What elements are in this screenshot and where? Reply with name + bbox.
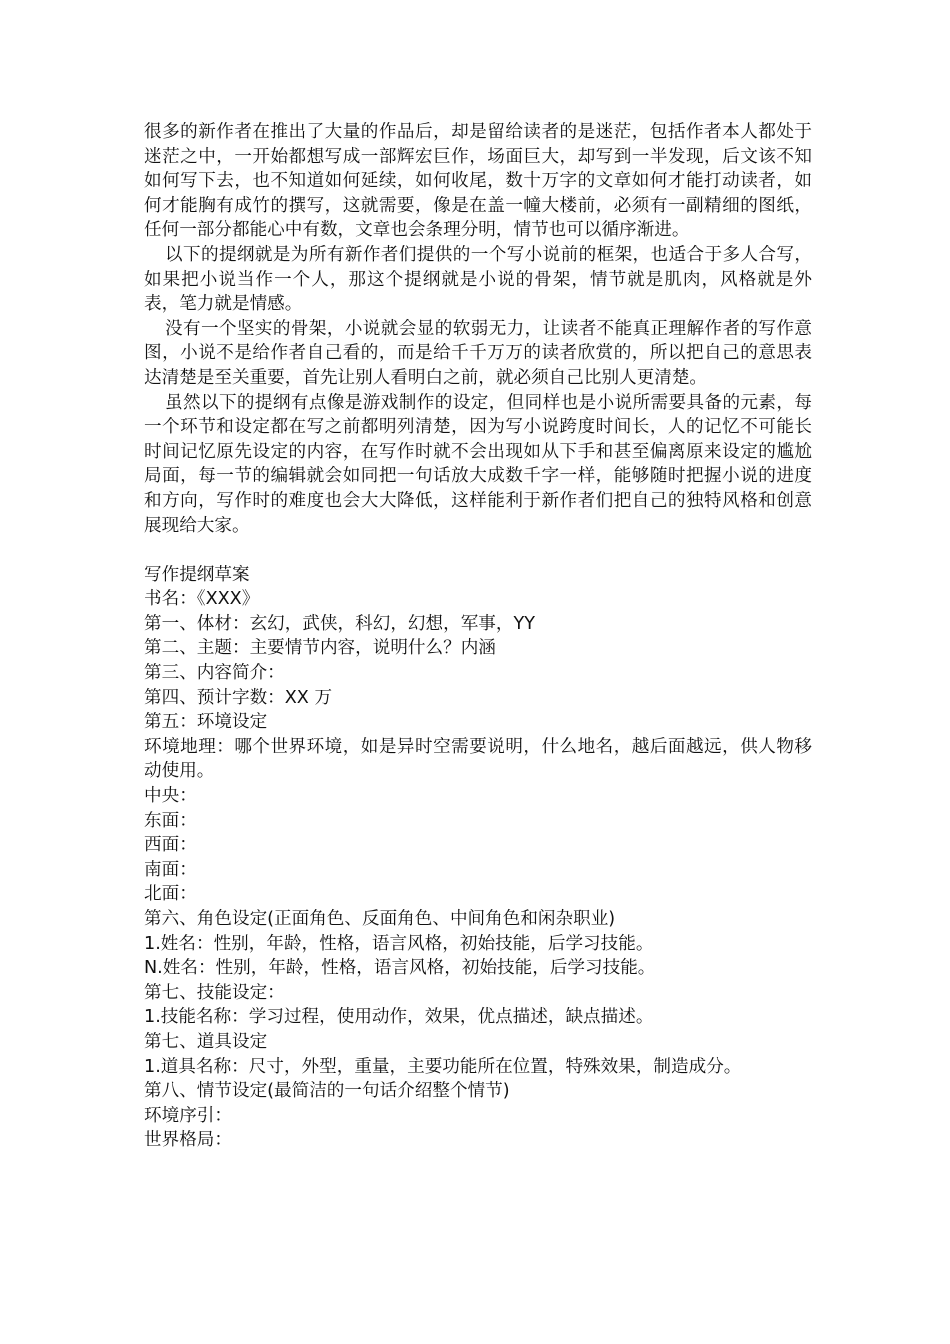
- outline-plot: 第八、情节设定(最简洁的一句话介绍整个情节): [144, 1081, 510, 1102]
- outline-world: 世界格局：: [144, 1130, 232, 1151]
- outline-character-n: N.姓名：性别，年龄，性格，语言风格，初始技能，后学习技能。: [144, 958, 656, 979]
- intro-paragraph-2: 以下的提纲就是为所有新作者们提供的一个写小说前的框架，也适合于多人合写，如果把小说当作一个人，那这个提纲就是小说的骨架，情节就是肌肉，风格就是外表，笔力就是情感。: [144, 244, 812, 315]
- section-spacer: [144, 538, 812, 563]
- outline-theme: 第二、主题：主要情节内容，说明什么？内涵: [144, 638, 496, 659]
- outline-skill-1: 1.技能名称：学习过程，使用动作，效果，优点描述，缺点描述。: [144, 1007, 654, 1028]
- outline-environment: 第五：环境设定: [144, 712, 268, 733]
- outline-east: 东面：: [144, 810, 197, 831]
- outline-heading: 写作提纲草案: [144, 564, 250, 585]
- outline-north: 北面：: [144, 884, 197, 905]
- document-body: [144, 120, 812, 1153]
- outline-word-count: 第四、预计字数：XX 万: [144, 687, 333, 708]
- outline-summary: 第三、内容简介：: [144, 663, 285, 684]
- outline-west: 西面：: [144, 835, 197, 856]
- outline-south: 南面：: [144, 859, 197, 880]
- outline-skills: 第七、技能设定：: [144, 982, 285, 1003]
- outline-book-name: 书名：《XXX》: [144, 589, 260, 610]
- outline-env-intro: 环境序引：: [144, 1105, 232, 1126]
- outline-genre: 第一、体材：玄幻，武侠，科幻，幻想，军事，YY: [144, 613, 535, 634]
- intro-paragraph-3: 没有一个坚实的骨架，小说就会显的软弱无力，让读者不能真正理解作者的写作意图，小说不是给作者自己看的，而是给千千万万的读者欣赏的，所以把自己的意思表达清楚是至关重要，首先让别人看明白之前，就必须自己比别人更清楚。: [144, 318, 812, 388]
- outline-items: 第七、道具设定: [144, 1031, 268, 1052]
- intro-paragraph-4: 虽然以下的提纲有点像是游戏制作的设定，但同样也是小说所需要具备的元素，每一个环节和设定都在写之前都明列清楚，因为写小说跨度时间长，人的记忆不可能长时间记忆原先设定的内容，在写作时就不会出现如从下手和甚至偏离原来设定的尴尬局面，每一节的编辑就会如同把一句话放大成数千字一样，能够随时把握小说的进度和方向，写作时的难度也会大大降低，这样能利于新作者们把自己的独特风格和创意展现给大家。: [144, 392, 812, 536]
- outline-geography: 环境地理：哪个世界环境，如是异时空需要说明，什么地名，越后面越远，供人物移动使用。: [144, 736, 812, 782]
- outline-character-1: 1.姓名：性别，年龄，性格，语言风格，初始技能，后学习技能。: [144, 933, 654, 954]
- outline-characters: 第六、角色设定(正面角色、反面角色、中间角色和闲杂职业): [144, 909, 616, 929]
- intro-paragraph-1: 很多的新作者在推出了大量的作品后，却是留给读者的是迷茫，包括作者本人都处于迷茫之中，一开始都想写成一部辉宏巨作，场面巨大，却写到一半发现，后文该不知如何写下去，也不知道如何延续，如何收尾，数十万字的文章如何才能打动读者，如何才能胸有成竹的撰写，这就需要，像是在盖一幢大楼前，必须有一副精细的图纸，任何一部分都能心中有数，文章也会条理分明，情节也可以循序渐进。: [144, 122, 812, 241]
- outline-item-1: 1.道具名称：尺寸，外型，重量，主要功能所在位置，特殊效果，制造成分。: [144, 1056, 742, 1077]
- outline-center: 中央：: [144, 786, 197, 807]
